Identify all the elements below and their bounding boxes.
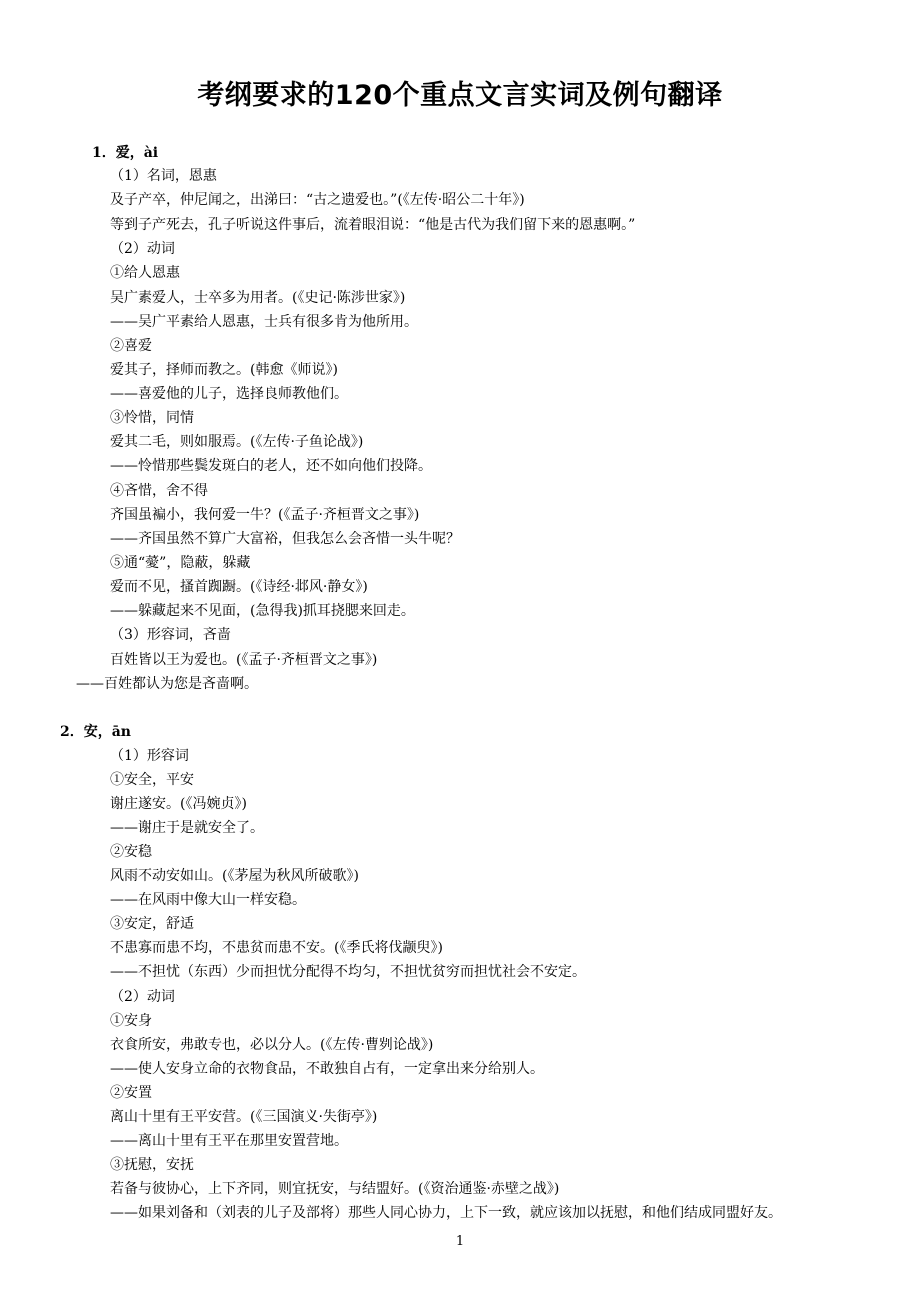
entry-line: 谢庄遂安。(《冯婉贞》) (110, 796, 247, 812)
entry-line: ——躲藏起来不见面，(急得我)抓耳挠腮来回走。 (110, 603, 415, 619)
entry-line: 离山十里有王平安营。(《三国演义·失街亭》) (110, 1109, 378, 1125)
entry-line: ——百姓都认为您是吝啬啊。 (76, 676, 258, 692)
entry-line: （3）形容词，吝啬 (110, 627, 231, 643)
entry-line: 齐国虽褊小，我何爱一牛？(《孟子·齐桓晋文之事》) (110, 507, 420, 523)
entry-line: （2）动词 (110, 989, 175, 1005)
entry-heading: 2．安，ān (60, 724, 131, 740)
entry-line: ①安身 (110, 1013, 152, 1029)
entry-line: ——使人安身立命的衣物食品，不敢独自占有，一定拿出来分给别人。 (110, 1061, 544, 1077)
entry-line: ②喜爱 (110, 338, 152, 354)
entry-line: ①安全，平安 (110, 772, 194, 788)
entry-line: ——齐国虽然不算广大富裕，但我怎么会吝惜一头牛呢？ (110, 531, 460, 547)
entry-line: ——如果刘备和（刘表的儿子及部将）那些人同心协力，上下一致，就应该加以抚慰，和他们结成同盟好友。 (110, 1205, 782, 1221)
entry-line: ——怜惜那些鬓发斑白的老人，还不如向他们投降。 (110, 458, 432, 474)
entry-line: （1）名词，恩惠 (110, 168, 217, 184)
entry-line: 爱其子，择师而教之。(韩愈《师说》) (110, 362, 338, 378)
entry-line: ②安置 (110, 1085, 152, 1101)
entry-line: 及子产卒，仲尼闻之，出涕曰：“古之遗爱也。”(《左传·昭公二十年》) (110, 192, 525, 208)
entry-heading: 1．爱，ài (92, 145, 159, 161)
entry-line: 吴广素爱人，士卒多为用者。(《史记·陈涉世家》) (110, 290, 406, 306)
entry-line: （2）动词 (110, 241, 175, 257)
entry-line: 风雨不动安如山。(《茅屋为秋风所破歌》) (110, 868, 359, 884)
page-number: 1 (455, 1234, 465, 1249)
entry-line: 不患寡而患不均，不患贫而患不安。(《季氏将伐颛臾》) (110, 940, 443, 956)
entry-line: 等到子产死去，孔子听说这件事后，流着眼泪说：“他是古代为我们留下来的恩惠啊。” (110, 217, 636, 233)
entry-line: ④吝惜，舍不得 (110, 483, 208, 499)
entry-line: ——不担忧（东西）少而担忧分配得不均匀，不担忧贫穷而担忧社会不安定。 (110, 964, 586, 980)
entry-line: ⑤通“薆”，隐蔽，躲藏 (110, 555, 251, 571)
entry-line: 若备与彼协心，上下齐同，则宜抚安，与结盟好。(《资治通鉴·赤壁之战》) (110, 1181, 560, 1197)
entry-line: ③抚慰，安抚 (110, 1157, 194, 1173)
document-title: 考纲要求的120个重点文言实词及例句翻译 (197, 80, 723, 111)
entry-line: ①给人恩惠 (110, 265, 180, 281)
entry-line: ——离山十里有王平在那里安置营地。 (110, 1133, 348, 1149)
entry-line: 爱其二毛，则如服焉。(《左传·子鱼论战》) (110, 434, 364, 450)
entry-line: ——喜爱他的儿子，选择良师教他们。 (110, 386, 348, 402)
entry-line: 爱而不见，搔首踟蹰。(《诗经·邶风·静女》) (110, 579, 368, 595)
entry-line: ②安稳 (110, 844, 152, 860)
entry-line: ③安定，舒适 (110, 916, 194, 932)
entry-line: ③怜惜，同情 (110, 410, 194, 426)
entry-line: 百姓皆以王为爱也。(《孟子·齐桓晋文之事》) (110, 652, 378, 668)
entry-line: ——在风雨中像大山一样安稳。 (110, 892, 306, 908)
entry-line: 衣食所安，弗敢专也，必以分人。(《左传·曹刿论战》) (110, 1037, 434, 1053)
entry-line: （1）形容词 (110, 748, 189, 764)
entry-line: ——谢庄于是就安全了。 (110, 820, 264, 836)
entry-line: ——吴广平素给人恩惠，士兵有很多肯为他所用。 (110, 314, 418, 330)
